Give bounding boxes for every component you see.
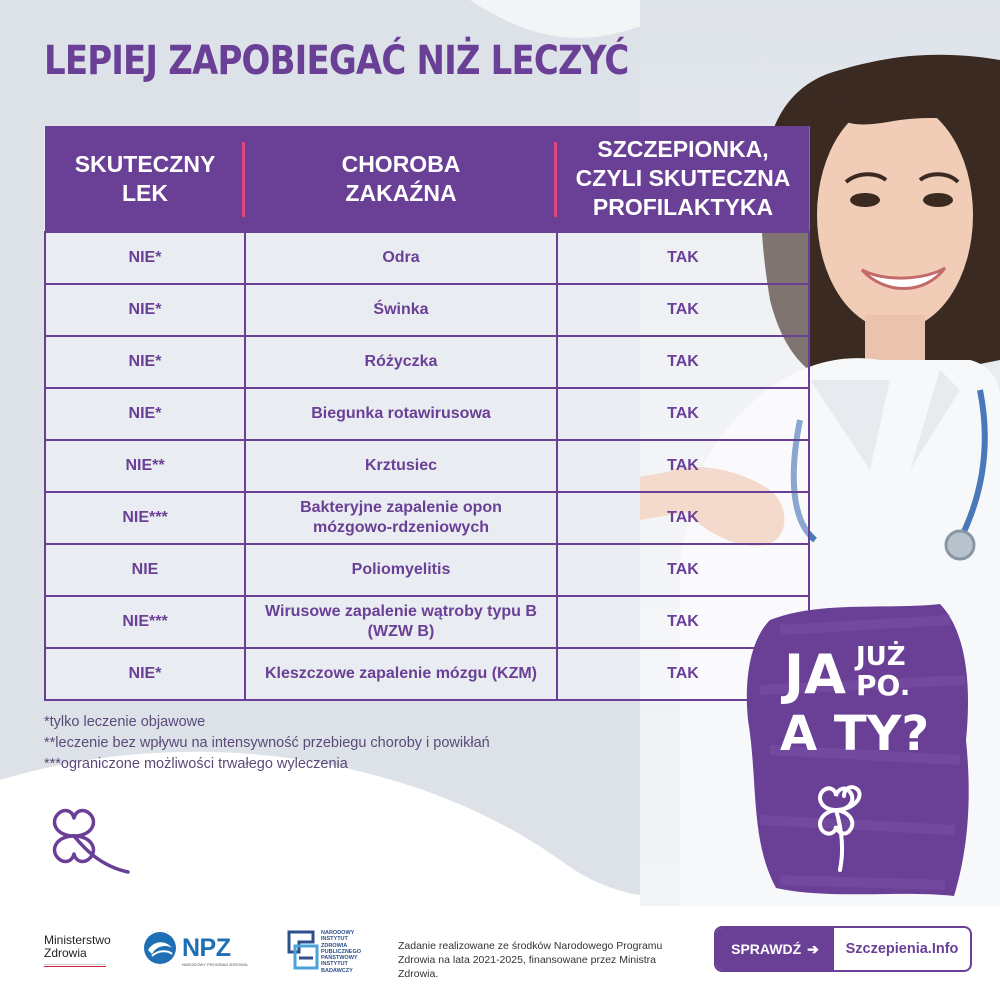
table-row	[45, 284, 809, 336]
cta-box[interactable]	[714, 926, 972, 972]
table-header-row	[45, 126, 809, 232]
pzh-line: PUBLICZNEGO	[321, 948, 362, 955]
footnote: *tylko leczenie objawowe	[44, 714, 206, 730]
check-button[interactable]	[716, 928, 834, 970]
disease-line: Świnka	[373, 301, 429, 318]
header-line: SZCZEPIONKA,	[597, 136, 769, 162]
disease-line: Krztusiec	[364, 457, 438, 474]
drug-cell: NIE*	[45, 232, 245, 284]
drug-cell: NIE*	[45, 388, 245, 440]
disease-cell	[245, 596, 557, 648]
table-row	[45, 388, 809, 440]
pzh-line: BADAWCZY	[321, 967, 353, 974]
table-row	[45, 544, 809, 596]
footnote: ***ograniczone możliwości trwałego wyleczenia	[44, 756, 348, 772]
flag-bar-icon	[44, 964, 106, 967]
footnotes	[44, 712, 490, 775]
npz-subtitle: NARODOWY PROGRAM ZDROWIA	[182, 962, 248, 967]
disease-line: Bakteryjne zapalenie opon	[300, 499, 502, 516]
ministry-line: Ministerstwo	[44, 933, 111, 947]
header-line: CHOROBA	[341, 150, 461, 177]
vaccine-cell: TAK	[557, 388, 809, 440]
vaccine-cell: TAK	[557, 492, 809, 544]
vaccination-table	[44, 126, 810, 701]
header-effective-drug	[45, 126, 245, 232]
ja-juz-po-badge	[740, 600, 972, 900]
disease-line: Kleszczowe zapalenie mózgu (KZM)	[264, 665, 538, 682]
arrow-right-icon: ➔	[807, 940, 819, 957]
badge-po: PO.	[856, 669, 911, 702]
table-row	[45, 492, 809, 544]
vaccine-cell: TAK	[557, 648, 809, 700]
szczepienia-info-link[interactable]: Szczepienia.Info	[845, 941, 959, 957]
footnote: **leczenie bez wpływu na intensywność przebiegu choroby i powikłań	[44, 735, 490, 751]
disease-cell	[245, 284, 557, 336]
header-disease	[245, 126, 557, 232]
drug-cell: NIE	[45, 544, 245, 596]
badge-juz: JUŻ	[856, 642, 906, 672]
vaccine-cell: TAK	[557, 596, 809, 648]
disease-cell	[245, 440, 557, 492]
drug-cell: NIE*	[45, 336, 245, 388]
disease-line: Różyczka	[364, 353, 438, 370]
npz-text: NPZ	[182, 934, 231, 962]
badge-a-ty: A TY?	[780, 706, 930, 762]
ministry-line: Zdrowia	[44, 946, 87, 960]
disease-cell	[245, 648, 557, 700]
pzh-symbol-icon	[285, 928, 319, 972]
badge-ja: JA	[784, 643, 846, 706]
header-line: SKUTECZNY	[74, 150, 216, 177]
header-line: CZYLI SKUTECZNA	[575, 165, 791, 191]
vaccine-cell: TAK	[557, 440, 809, 492]
disease-line: mózgowo-rdzeniowych	[313, 519, 489, 536]
table-row	[45, 336, 809, 388]
drug-cell: NIE***	[45, 492, 245, 544]
table-row	[45, 440, 809, 492]
npz-symbol-icon	[142, 930, 178, 966]
pzh-logo	[285, 928, 362, 977]
disease-cell	[245, 336, 557, 388]
vaccine-cell: TAK	[557, 336, 809, 388]
pzh-line: INSTYTUT	[321, 936, 348, 943]
drug-cell: NIE*	[45, 284, 245, 336]
vaccine-cell: TAK	[557, 544, 809, 596]
disease-cell	[245, 492, 557, 544]
disease-line: Biegunka rotawirusowa	[311, 405, 491, 422]
pzh-text	[321, 930, 381, 974]
disease-line: Poliomyelitis	[351, 561, 451, 578]
disease-line: (WZW B)	[367, 623, 435, 640]
header-vaccine	[557, 126, 809, 232]
table-row	[45, 596, 809, 648]
disease-cell	[245, 388, 557, 440]
vaccine-cell: TAK	[557, 232, 809, 284]
npz-logo	[142, 930, 248, 971]
pzh-line: ZDROWIA	[321, 942, 348, 949]
vaccine-cell: TAK	[557, 284, 809, 336]
drug-cell: NIE***	[45, 596, 245, 648]
pzh-line: PAŃSTWOWY INSTYTUT	[321, 955, 358, 968]
clover-icon	[44, 800, 134, 880]
table-row	[45, 648, 809, 700]
disease-cell	[245, 544, 557, 596]
funding-note: Zadanie realizowane ze środków Narodowego Programu Zdrowia na lata 2021-2025, finansowane przez Ministra Zdrowia.	[398, 940, 663, 980]
check-button-label: SPRAWDŹ	[731, 941, 802, 957]
header-line: PROFILAKTYKA	[592, 194, 774, 220]
header-line: LEK	[122, 179, 168, 206]
drug-cell: NIE**	[45, 440, 245, 492]
pzh-line: NARODOWY	[321, 930, 355, 936]
ministry-of-health-logo	[44, 934, 111, 967]
drug-cell: NIE*	[45, 648, 245, 700]
page-title: LEPIEJ ZAPOBIEGAĆ NIŻ LECZYĆ	[44, 38, 629, 84]
disease-cell	[245, 232, 557, 284]
disease-line: Odra	[382, 249, 420, 266]
disease-line: Wirusowe zapalenie wątroby typu B	[265, 603, 537, 620]
table-row	[45, 232, 809, 284]
header-line: ZAKAŹNA	[345, 179, 457, 206]
